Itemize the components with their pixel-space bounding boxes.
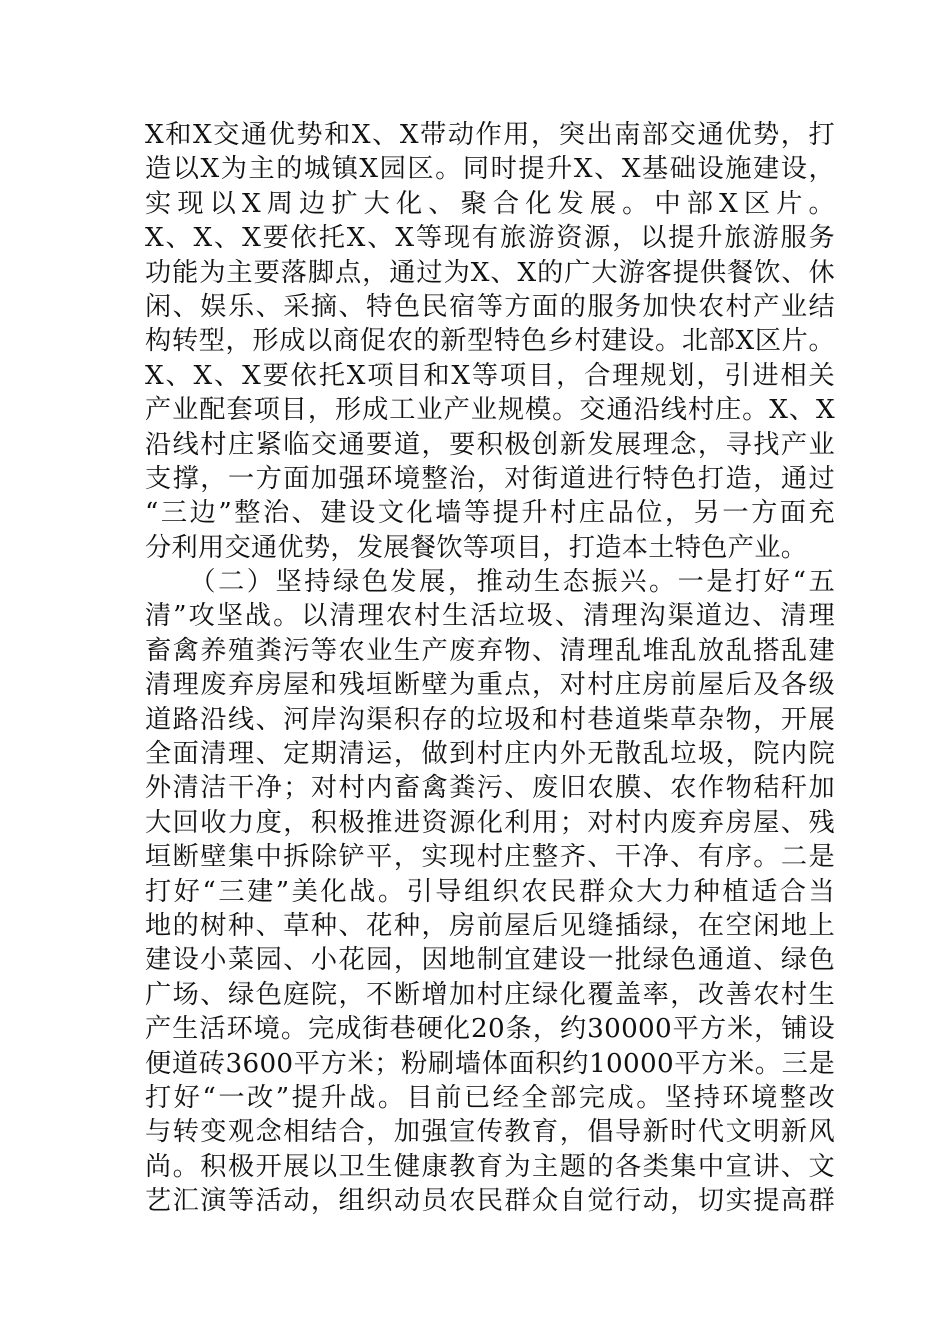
text-line: X、X、X要依托X、X等现有旅游资源，以提升旅游服务 [145,223,835,254]
text-line: 构转型，形成以商促农的新型特色乡村建设。北部X区片。 [145,326,835,357]
text-line: 畜禽养殖粪污等农业生产废弃物、清理乱堆乱放乱搭乱建 [145,635,835,666]
text-line: 垣断壁集中拆除铲平，实现村庄整齐、干净、有序。二是 [145,842,835,873]
text-line: 沿线村庄紧临交通要道，要积极创新发展理念，寻找产业 [145,429,835,460]
text-line: 艺汇演等活动，组织动员农民群众自觉行动，切实提高群 [145,1186,835,1217]
text-line: X、X、X要依托X项目和X等项目，合理规划，引进相关 [145,360,835,391]
text-line: X和X交通优势和X、X带动作用，突出南部交通优势，打 [145,120,835,150]
text-line: 尚。积极开展以卫生健康教育为主题的各类集中宣讲、文 [145,1151,835,1182]
text-line: 闲、娱乐、采摘、特色民宿等方面的服务加快农村产业结 [145,291,835,322]
text-line: 大回收力度，积极推进资源化利用；对村内废弃房屋、残 [145,807,835,838]
text-line: 道路沿线、河岸沟渠积存的垃圾和村巷道柴草杂物，开展 [145,704,835,735]
text-line: 清理废弃房屋和残垣断壁为重点，对村庄房前屋后及各级 [145,670,835,701]
text-line: 外清洁干净；对村内畜禽粪污、废旧农膜、农作物秸秆加 [145,773,835,804]
text-line: 产生活环境。完成街巷硬化20条，约30000平方米，铺设 [145,1014,835,1045]
text-line: 打好“一改”提升战。目前已经全部完成。坚持环境整改 [145,1082,835,1113]
text-line: 与转变观念相结合，加强宣传教育，倡导新时代文明新风 [145,1117,835,1148]
text-line: 广场、绿色庭院，不断增加村庄绿化覆盖率，改善农村生 [145,979,835,1010]
text-line: （二）坚持绿色发展，推动生态振兴。一是打好“五 [145,567,835,598]
text-line: 分利用交通优势，发展餐饮等项目，打造本土特色产业。 [145,532,808,563]
text-line: 建设小菜园、小花园，因地制宜建设一批绿色通道、绿色 [145,945,835,976]
text-line: 产业配套项目，形成工业产业规模。交通沿线村庄。X、X [145,395,835,426]
text-line: 地的树种、草种、花种，房前屋后见缝插绿，在空闲地上 [145,910,835,941]
text-line: 实现以X周边扩大化、聚合化发展。中部X区片。 [145,188,835,219]
text-line: 功能为主要落脚点，通过为X、X的广大游客提供餐饮、休 [145,257,835,288]
body-text [145,118,835,1219]
text-line: 支撑，一方面加强环境整治，对街道进行特色打造，通过 [145,463,835,494]
text-line: 全面清理、定期清运，做到村庄内外无散乱垃圾，院内院 [145,739,835,770]
text-line: 清”攻坚战。以清理农村生活垃圾、清理沟渠道边、清理 [145,601,835,632]
text-line: 打好“三建”美化战。引导组织农民群众大力种植适合当 [145,876,835,907]
text-line: 便道砖3600平方米；粉刷墙体面积约10000平方米。三是 [145,1048,835,1079]
text-line: “三边”整治、建设文化墙等提升村庄品位，另一方面充 [145,498,835,529]
text-line: 造以X为主的城镇X园区。同时提升X、X基础设施建设， [145,154,835,185]
